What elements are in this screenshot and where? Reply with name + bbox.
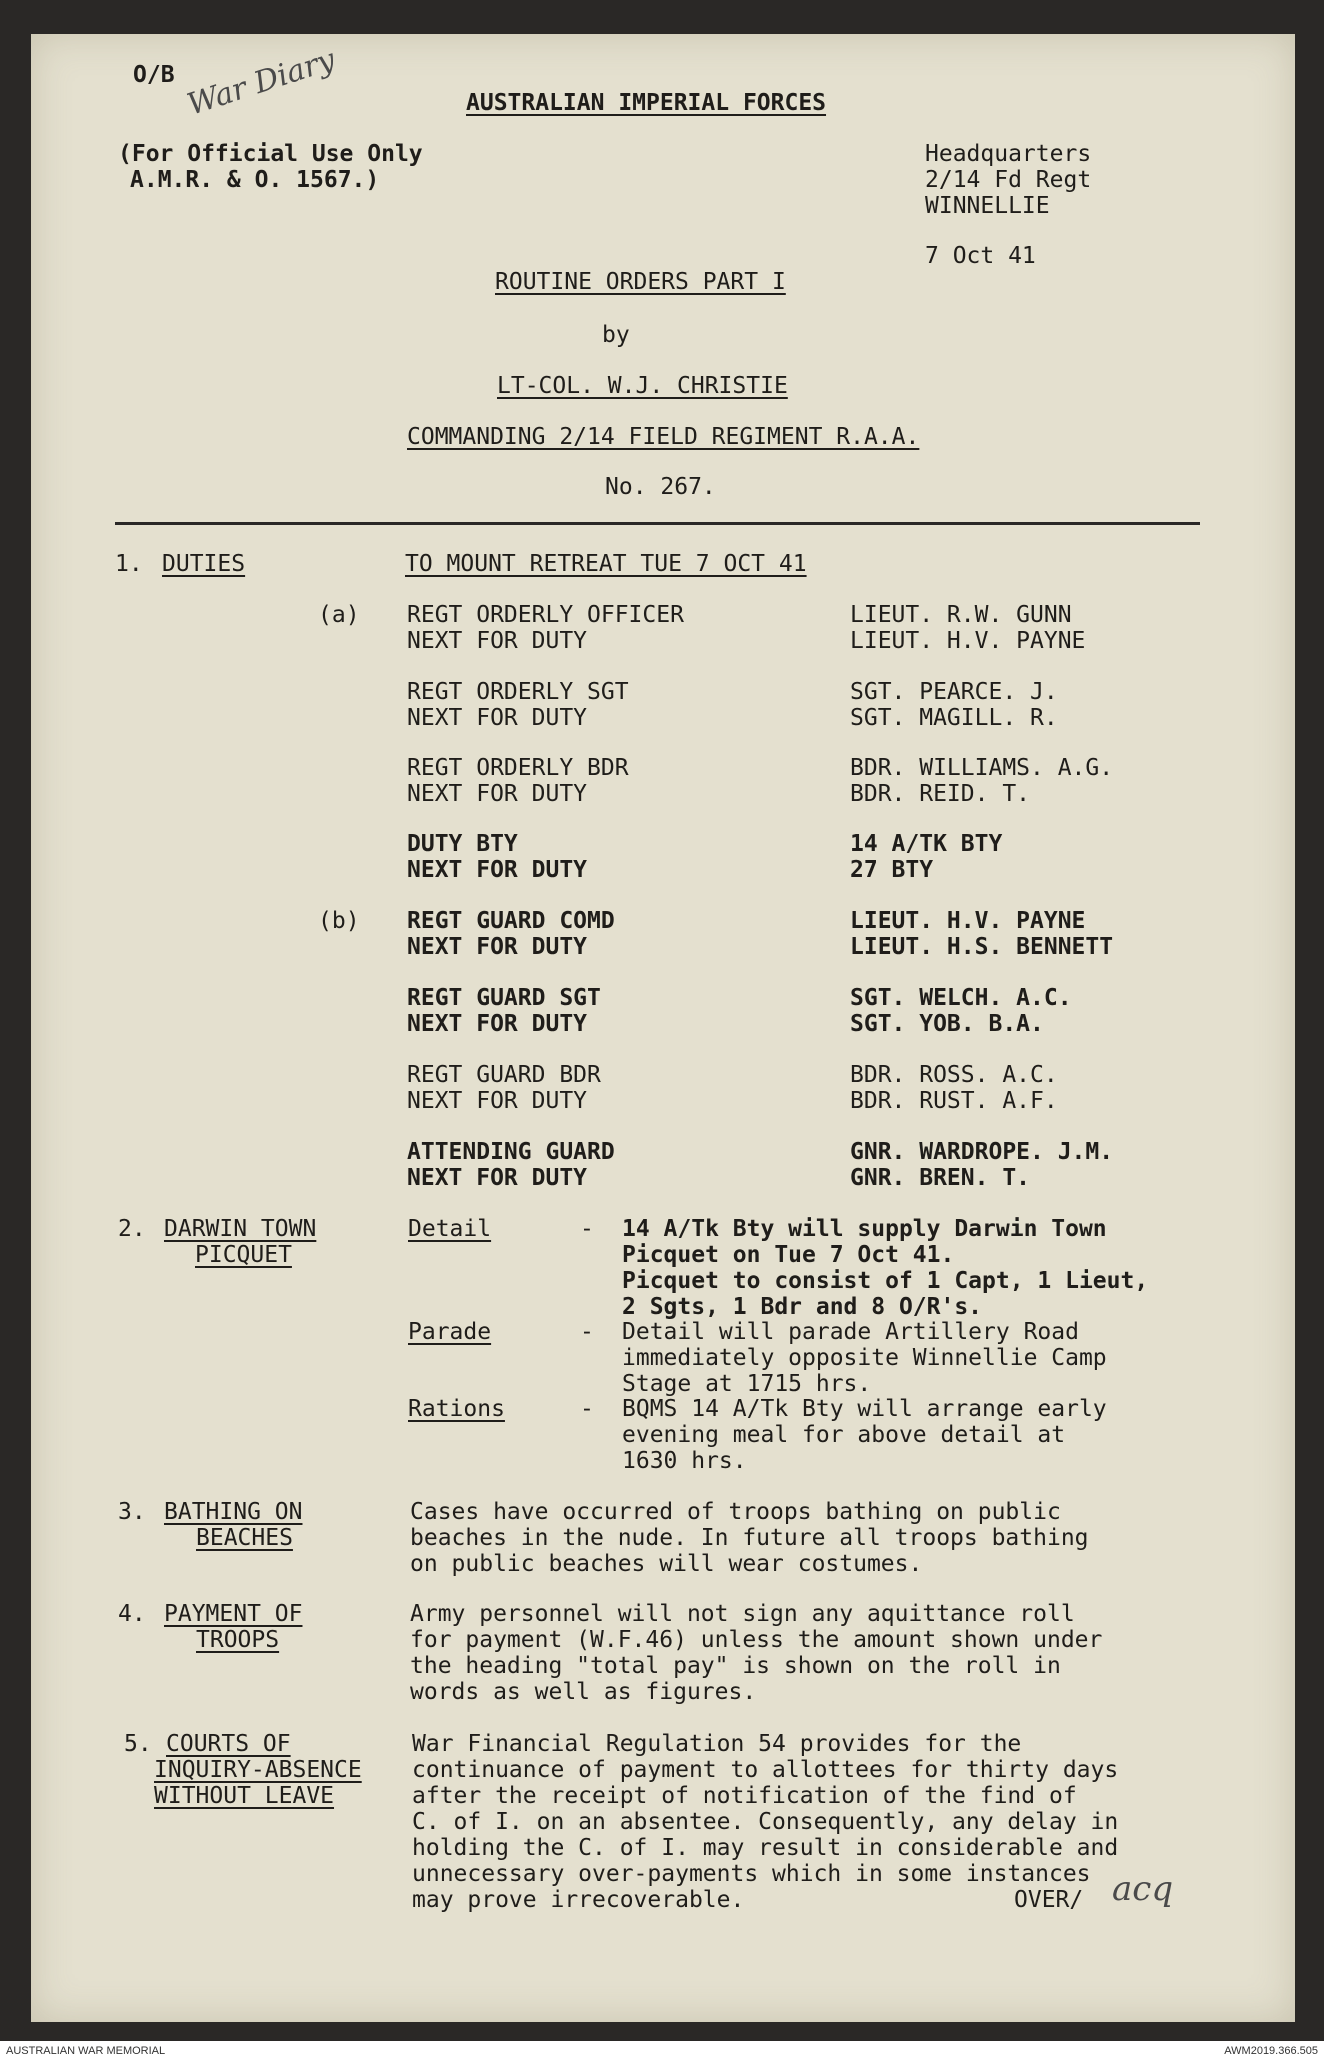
parade-label: Parade — [408, 1319, 492, 1345]
duty-role: REGT GUARD COMD — [407, 908, 615, 934]
parade-dash: - — [580, 1319, 594, 1345]
duty-role: ATTENDING GUARD — [407, 1139, 615, 1165]
duty-role: REGT ORDERLY OFFICER — [407, 602, 684, 628]
item-2-heading-line-2: PICQUET — [195, 1242, 292, 1268]
item-4-number: 4. — [118, 1601, 146, 1627]
duty-role: REGT ORDERLY BDR — [407, 755, 629, 781]
item-1-heading: DUTIES — [162, 551, 246, 577]
duty-role: NEXT FOR DUTY — [407, 857, 588, 883]
document-title: AUSTRALIAN IMPERIAL FORCES — [466, 90, 827, 116]
duty-role: NEXT FOR DUTY — [407, 934, 588, 960]
orders-title: ROUTINE ORDERS PART I — [495, 269, 786, 295]
group-a-label: (a) — [318, 602, 360, 628]
duty-name: BDR. WILLIAMS. A.G. — [850, 755, 1114, 781]
duty-role: NEXT FOR DUTY — [407, 781, 588, 807]
duty-role: REGT ORDERLY SGT — [407, 679, 629, 705]
duty-role: NEXT FOR DUTY — [407, 1011, 588, 1037]
duty-name: 27 BTY — [850, 857, 934, 883]
duty-name: GNR. BREN. T. — [850, 1165, 1031, 1191]
detail-dash: - — [580, 1216, 594, 1242]
rations-dash: - — [580, 1396, 594, 1422]
group-b-label: (b) — [318, 908, 360, 934]
duty-name: SGT. PEARCE. J. — [850, 679, 1058, 705]
duty-name: LIEUT. H.V. PAYNE — [850, 908, 1086, 934]
hq-line-2: 2/14 Fd Regt — [925, 167, 1092, 193]
item-5-heading-line-1: COURTS OF — [166, 1731, 291, 1757]
item-5-text: War Financial Regulation 54 provides for the continuance of payment to allottees for thirty days after the receipt of notification of the find of C. of I. on an absentee. Consequently, any delay in holding the C. of I. may result in considerable and unnecessary over-payments which in some instances may prove irrecoverable. — [412, 1731, 1119, 1913]
duty-name: LIEUT. H.V. PAYNE — [850, 628, 1086, 654]
duty-name: LIEUT. R.W. GUNN — [850, 602, 1072, 628]
command-line: COMMANDING 2/14 FIELD REGIMENT R.A.A. — [407, 424, 920, 450]
duty-role: NEXT FOR DUTY — [407, 705, 588, 731]
restriction-line-2: A.M.R. & O. 1567.) — [130, 167, 380, 193]
footer-accession-number: AWM2019.366.505 — [1224, 2045, 1318, 2057]
duty-name: 14 A/TK BTY — [850, 831, 1003, 857]
item-4-heading-line-1: PAYMENT OF — [164, 1601, 303, 1627]
footer-institution: AUSTRALIAN WAR MEMORIAL — [6, 2045, 166, 2057]
commanding-officer: LT-COL. W.J. CHRISTIE — [497, 373, 788, 399]
duty-role: REGT GUARD SGT — [407, 985, 601, 1011]
handwritten-initials: acq — [1112, 1869, 1174, 1909]
duty-name: SGT. MAGILL. R. — [850, 705, 1058, 731]
item-2-number: 2. — [118, 1216, 146, 1242]
item-3-heading-line-2: BEACHES — [196, 1525, 293, 1551]
duty-name: BDR. ROSS. A.C. — [850, 1062, 1058, 1088]
restriction-line-1: (For Official Use Only — [118, 141, 423, 167]
item-3-number: 3. — [118, 1499, 146, 1525]
item-5-heading-line-2: INQUIRY-ABSENCE — [154, 1757, 362, 1783]
detail-text: 14 A/Tk Bty will supply Darwin Town Picquet on Tue 7 Oct 41. Picquet to consist of 1 Capt, 1 Lieut, 2 Sgts, 1 Bdr and 8 O/R's. — [622, 1216, 1149, 1320]
duty-role: REGT GUARD BDR — [407, 1062, 601, 1088]
document-date: 7 Oct 41 — [925, 243, 1036, 269]
item-4-heading-line-2: TROOPS — [196, 1627, 280, 1653]
duty-name: GNR. WARDROPE. J.M. — [850, 1139, 1114, 1165]
duty-name: BDR. RUST. A.F. — [850, 1088, 1058, 1114]
duty-role: NEXT FOR DUTY — [407, 628, 588, 654]
parade-text: Detail will parade Artillery Road immediately opposite Winnellie Camp Stage at 1715 hrs. — [622, 1319, 1107, 1397]
duties-subheading: TO MOUNT RETREAT TUE 7 OCT 41 — [405, 551, 807, 577]
document-page — [31, 34, 1295, 2022]
detail-label: Detail — [408, 1216, 492, 1242]
over-marker: OVER/ — [1014, 1887, 1084, 1913]
divider-rule — [115, 522, 1200, 525]
duty-name: LIEUT. H.S. BENNETT — [850, 934, 1114, 960]
duty-name: BDR. REID. T. — [850, 781, 1031, 807]
duty-name: SGT. YOB. B.A. — [850, 1011, 1044, 1037]
duty-name: SGT. WELCH. A.C. — [850, 985, 1072, 1011]
item-2-heading-line-1: DARWIN TOWN — [164, 1216, 317, 1242]
rations-label: Rations — [408, 1396, 505, 1422]
rations-text: BQMS 14 A/Tk Bty will arrange early evening meal for above detail at 1630 hrs. — [622, 1396, 1107, 1474]
duty-role: NEXT FOR DUTY — [407, 1088, 588, 1114]
by-line: by — [602, 322, 630, 348]
item-5-heading-line-3: WITHOUT LEAVE — [154, 1783, 335, 1809]
hq-line-3: WINNELLIE — [925, 193, 1050, 219]
duty-role: NEXT FOR DUTY — [407, 1165, 588, 1191]
archive-footer — [0, 2041, 1324, 2061]
item-4-text: Army personnel will not sign any aquittance roll for payment (W.F.46) unless the amount shown under the heading "total pay" is shown on the roll in words as well as figures. — [410, 1601, 1103, 1705]
item-1-number: 1. — [115, 551, 143, 577]
order-number: No. 267. — [605, 474, 716, 500]
item-3-heading-line-1: BATHING ON — [164, 1499, 303, 1525]
hq-line-1: Headquarters — [925, 141, 1092, 167]
handwritten-note: War Diary — [183, 42, 340, 123]
item-5-number: 5. — [124, 1731, 152, 1757]
item-3-text: Cases have occurred of troops bathing on public beaches in the nude. In future all troops bathing on public beaches will wear costumes. — [410, 1499, 1089, 1577]
duty-role: DUTY BTY — [407, 831, 518, 857]
document-code: O/B — [133, 62, 175, 88]
